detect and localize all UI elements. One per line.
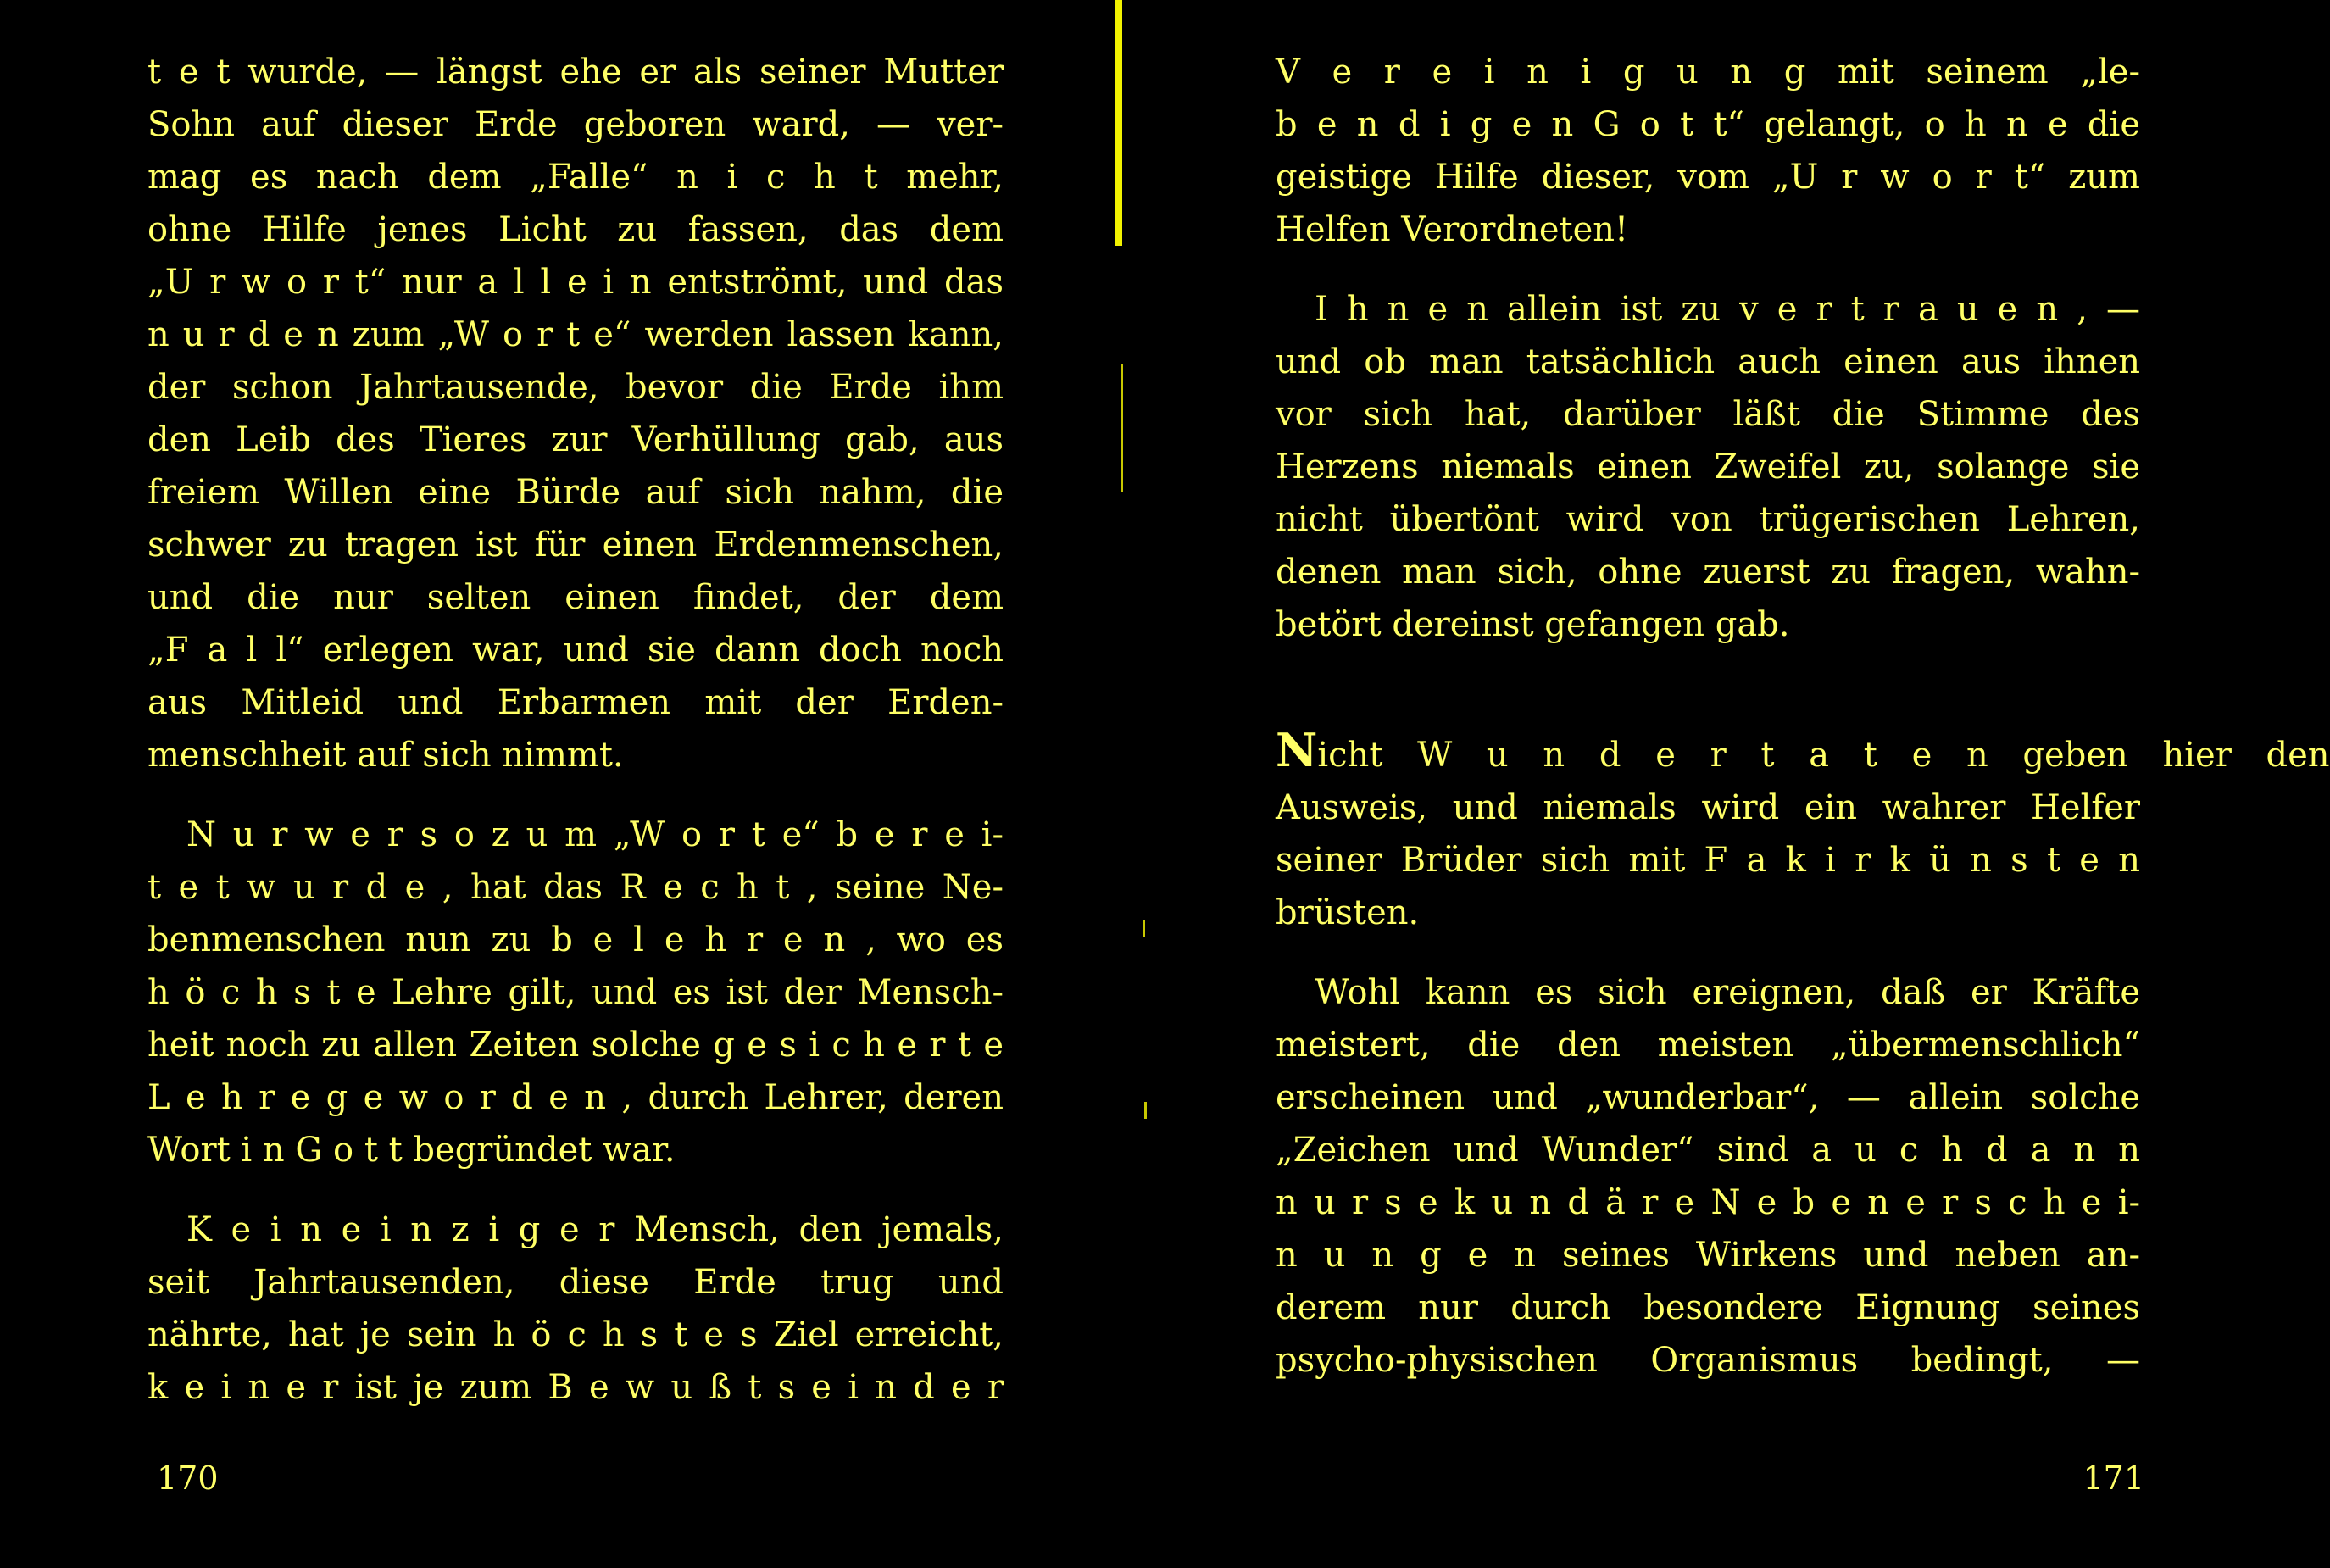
- text-line: „F a l l“ erlegen war, und sie dann doch noch: [147, 631, 1004, 670]
- text-line: Ausweis, und niemals wird ein wahrer Helfer: [1276, 788, 2140, 827]
- section-gap: [1276, 651, 2140, 729]
- text-line: erscheinen und „wunderbar“, — allein solche: [1276, 1078, 2140, 1117]
- drop-cap: N: [1276, 723, 1318, 777]
- text-line: freiem Willen eine Bürde auf sich nahm, die: [147, 473, 1004, 512]
- paragraph-gap: [1276, 256, 2140, 283]
- text-line: Wohl kann es sich ereignen, daß er Kräfte: [1315, 973, 2140, 1012]
- text-line: b e n d i g e n G o t t“ gelangt, o h n e die: [1276, 105, 2140, 144]
- text-line: ohne Hilfe jenes Licht zu fassen, das dem: [147, 210, 1004, 249]
- text-line: n u r d e n zum „W o r t e“ werden lassen kann,: [147, 315, 1004, 354]
- text-line: Helfen Verordneten!: [1276, 210, 1629, 249]
- text-line: L e h r e g e w o r d e n , durch Lehrer, deren: [147, 1078, 1004, 1117]
- left-page: [0, 0, 1102, 1568]
- text-line: nährte, hat je sein h ö c h s t e s Ziel erreicht,: [147, 1315, 1004, 1354]
- paragraph-gap: [1276, 939, 2140, 966]
- text-line: betört dereinst gefangen gab.: [1276, 605, 1790, 644]
- text-line: vor sich hat, darüber läßt die Stimme des: [1276, 395, 2140, 434]
- text-line: benmenschen nun zu b e l e h r e n , wo es: [147, 920, 1004, 959]
- text-line: derem nur durch besondere Eignung seines: [1276, 1288, 2140, 1327]
- text-line: heit noch zu allen Zeiten solche g e s i c h e r t e: [147, 1026, 1004, 1065]
- text-line: K e i n e i n z i g e r Mensch, den jemals,: [186, 1210, 1004, 1249]
- text-line: I h n e n allein ist zu v e r t r a u e n , —: [1315, 290, 2140, 329]
- left-page-text: [147, 46, 1004, 1414]
- text-line: schwer zu tragen ist für einen Erdenmenschen,: [147, 525, 1004, 564]
- text-line: N u r w e r s o z u m „W o r t e“ b e r e i-: [186, 815, 1004, 854]
- text-line: psycho-physischen Organismus bedingt, —: [1276, 1341, 2140, 1380]
- text-line: n u r s e k u n d ä r e N e b e n e r s c h e i-: [1276, 1183, 2140, 1222]
- text-line: t e t wurde, — längst ehe er als seiner Mutter: [147, 53, 1004, 92]
- text-line: k e i n e r ist je zum B e w u ß t s e i n d e r: [147, 1368, 1004, 1407]
- page-number-right: 171: [2083, 1460, 2144, 1497]
- text-line: [1276, 723, 2330, 781]
- text-line: denen man sich, ohne zuerst zu fragen, wahn-: [1276, 553, 2140, 592]
- text-line: V e r e i n i g u n g mit seinem „le-: [1276, 53, 2140, 92]
- text-line: nicht übertönt wird von trügerischen Lehren,: [1276, 500, 2140, 539]
- right-page-text: [1276, 46, 2330, 1387]
- text-line: mag es nach dem „Falle“ n i c h t mehr,: [147, 158, 1004, 197]
- text-line: seiner Brüder sich mit F a k i r k ü n s t e n: [1276, 841, 2140, 880]
- text-line: geistige Hilfe dieser, vom „U r w o r t“ zum: [1276, 158, 2140, 197]
- paragraph-gap: [147, 781, 1004, 809]
- text-line: „Zeichen und Wunder“ sind a u c h d a n n: [1276, 1131, 2140, 1170]
- text-line: meistert, die den meisten „übermenschlich“: [1276, 1026, 2140, 1065]
- right-page: [1102, 0, 2330, 1568]
- text-line: n u n g e n seines Wirkens und neben an-: [1276, 1236, 2140, 1275]
- text-line: menschheit auf sich nimmt.: [147, 736, 624, 775]
- paragraph-gap: [147, 1176, 1004, 1204]
- text-line: Wort i n G o t t begründet war.: [147, 1131, 676, 1170]
- text-line: Herzens niemals einen Zweifel zu, solange sie: [1276, 448, 2140, 487]
- drop-cap-line-rest: icht W u n d e r t a t e n geben hier den: [1317, 736, 2330, 775]
- text-line: aus Mitleid und Erbarmen mit der Erden-: [147, 683, 1004, 722]
- text-line: den Leib des Tieres zur Verhüllung gab, aus: [147, 420, 1004, 459]
- text-line: und ob man tatsächlich auch einen aus ihnen: [1276, 342, 2140, 381]
- text-line: brüsten.: [1276, 893, 1420, 932]
- text-line: t e t w u r d e , hat das R e c h t , seine Ne-: [147, 868, 1004, 907]
- text-line: „U r w o r t“ nur a l l e i n entströmt, und das: [147, 263, 1004, 302]
- page-number-left: 170: [157, 1460, 219, 1497]
- text-line: seit Jahrtausenden, diese Erde trug und: [147, 1263, 1004, 1302]
- text-line: der schon Jahrtausende, bevor die Erde ihm: [147, 368, 1004, 407]
- text-line: h ö c h s t e Lehre gilt, und es ist der Mensch-: [147, 973, 1004, 1012]
- text-line: Sohn auf dieser Erde geboren ward, — ver-: [147, 105, 1004, 144]
- text-line: und die nur selten einen findet, der dem: [147, 578, 1004, 617]
